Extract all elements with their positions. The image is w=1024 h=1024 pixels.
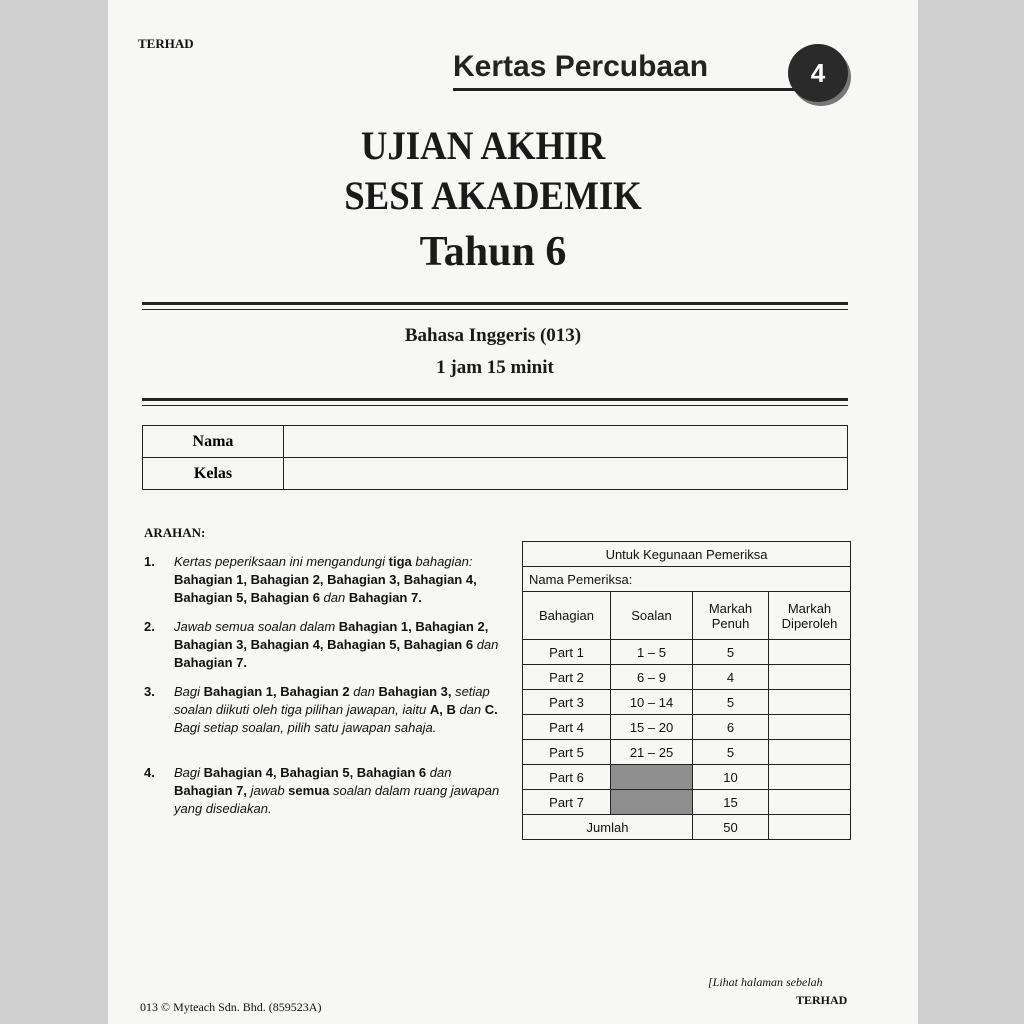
instruction-number: 2. bbox=[144, 619, 155, 634]
questions-cell bbox=[611, 765, 693, 790]
instruction-segment: Bahagian 7. bbox=[174, 655, 247, 670]
examiner-table bbox=[522, 541, 851, 840]
table-row bbox=[523, 665, 851, 690]
total-obtained-cell[interactable] bbox=[769, 815, 851, 840]
full-marks-cell: 4 bbox=[693, 665, 769, 690]
instruction-text bbox=[174, 683, 504, 737]
instruction-segment: jawab bbox=[246, 783, 289, 798]
part-cell: Part 6 bbox=[523, 765, 611, 790]
table-row bbox=[523, 765, 851, 790]
obtained-marks-cell[interactable] bbox=[769, 640, 851, 665]
part-cell: Part 7 bbox=[523, 790, 611, 815]
instruction-segment: Kertas peperiksaan ini mengandungi bbox=[174, 554, 389, 569]
instruction-segment: bahagian: bbox=[411, 554, 473, 569]
examiner-table-title: Untuk Kegunaan Pemeriksa bbox=[523, 542, 851, 567]
title-line-3: Tahun 6 bbox=[419, 229, 567, 275]
exam-cover-page bbox=[108, 0, 918, 1024]
full-marks-cell: 15 bbox=[693, 790, 769, 815]
student-info-table bbox=[142, 425, 848, 490]
instruction-segment: A, B bbox=[429, 702, 456, 717]
divider-bottom-thin bbox=[142, 405, 848, 406]
table-row bbox=[523, 790, 851, 815]
instruction-segment: semua bbox=[288, 783, 330, 798]
class-field[interactable] bbox=[284, 458, 848, 490]
full-marks-cell: 5 bbox=[693, 640, 769, 665]
instruction-segment: Bahagian 1, Bahagian 2, Bahagian 3, Bahagian 4, Bahagian 5, Bahagian 6 bbox=[174, 572, 477, 605]
table-row bbox=[523, 690, 851, 715]
instruction-item bbox=[144, 764, 504, 818]
column-header: Soalan bbox=[611, 592, 693, 640]
obtained-marks-cell[interactable] bbox=[769, 765, 851, 790]
table-row bbox=[523, 715, 851, 740]
divider-bottom bbox=[142, 398, 848, 401]
column-header: Markah Diperoleh bbox=[769, 592, 851, 640]
class-label: Kelas bbox=[143, 458, 284, 490]
student-field-row bbox=[143, 426, 848, 458]
full-marks-cell: 5 bbox=[693, 690, 769, 715]
table-row bbox=[523, 740, 851, 765]
full-marks-cell: 6 bbox=[693, 715, 769, 740]
examiner-name-label: Nama Pemeriksa: bbox=[523, 567, 851, 592]
obtained-marks-cell[interactable] bbox=[769, 790, 851, 815]
subject-name: Bahasa Inggeris (013) bbox=[404, 325, 582, 346]
divider-top bbox=[142, 302, 848, 305]
full-marks-cell: 5 bbox=[693, 740, 769, 765]
part-cell: Part 3 bbox=[523, 690, 611, 715]
instruction-segment: dan bbox=[455, 702, 485, 717]
instruction-segment: Bahagian 7, bbox=[174, 783, 247, 798]
instruction-number: 1. bbox=[144, 554, 155, 569]
instruction-segment: Bahagian 4, Bahagian 5, Bahagian 6 bbox=[203, 765, 427, 780]
instruction-segment: dan bbox=[349, 684, 379, 699]
paper-number-badge: 4 bbox=[788, 44, 848, 102]
column-header: Markah Penuh bbox=[693, 592, 769, 640]
instruction-segment: dan bbox=[426, 765, 452, 780]
name-label: Nama bbox=[143, 426, 284, 458]
questions-cell: 15 – 20 bbox=[611, 715, 693, 740]
questions-cell: 10 – 14 bbox=[611, 690, 693, 715]
instruction-segment: Bagi bbox=[174, 765, 204, 780]
instruction-segment: setiap soalan diikuti oleh tiga pilihan jawapan, iaitu bbox=[174, 684, 490, 717]
footer-next-page-note: [Lihat halaman sebelah bbox=[708, 975, 823, 989]
table-row bbox=[523, 640, 851, 665]
footer-publisher: 013 © Myteach Sdn. Bhd. (859523A) bbox=[140, 1000, 322, 1014]
part-cell: Part 1 bbox=[523, 640, 611, 665]
obtained-marks-cell[interactable] bbox=[769, 715, 851, 740]
instruction-segment: soalan dalam ruang jawapan yang disediakan. bbox=[174, 783, 500, 816]
name-field[interactable] bbox=[284, 426, 848, 458]
obtained-marks-cell[interactable] bbox=[769, 690, 851, 715]
instruction-segment: dan bbox=[319, 590, 349, 605]
paper-label: Kertas Percubaan bbox=[453, 50, 709, 83]
instruction-item bbox=[144, 553, 504, 607]
instruction-segment: Bahagian 1, Bahagian 2, Bahagian 3, Bahagian 4, Bahagian 5, Bahagian 6 bbox=[174, 619, 489, 652]
obtained-marks-cell[interactable] bbox=[769, 665, 851, 690]
divider-top-thin bbox=[142, 309, 848, 310]
instruction-number: 4. bbox=[144, 765, 155, 780]
instruction-number: 3. bbox=[144, 684, 155, 699]
student-field-row bbox=[143, 458, 848, 490]
obtained-marks-cell[interactable] bbox=[769, 740, 851, 765]
column-header: Bahagian bbox=[523, 592, 611, 640]
full-marks-cell: 10 bbox=[693, 765, 769, 790]
title-line-2: SESI AKADEMIK bbox=[344, 173, 642, 218]
instruction-segment: Bahagian 1, Bahagian 2 bbox=[203, 684, 350, 699]
instruction-text bbox=[174, 618, 504, 672]
instruction-segment: Bagi setiap soalan, pilih satu jawapan sahaja. bbox=[174, 720, 437, 735]
instruction-text bbox=[174, 764, 504, 818]
classification-label: TERHAD bbox=[138, 36, 194, 51]
background-right bbox=[918, 0, 1024, 1024]
instruction-item bbox=[144, 683, 504, 737]
paper-label-underline bbox=[453, 88, 803, 91]
part-cell: Part 5 bbox=[523, 740, 611, 765]
instruction-segment: C. bbox=[484, 702, 498, 717]
instructions-heading: ARAHAN: bbox=[144, 525, 206, 540]
instruction-text bbox=[174, 553, 504, 607]
instruction-segment: Bagi bbox=[174, 684, 204, 699]
title-line-1: UJIAN AKHIR bbox=[360, 123, 606, 168]
instruction-segment: Bahagian 7. bbox=[348, 590, 422, 605]
instruction-item bbox=[144, 618, 504, 672]
total-full-marks: 50 bbox=[693, 815, 769, 840]
instruction-segment: tiga bbox=[388, 554, 412, 569]
questions-cell: 21 – 25 bbox=[611, 740, 693, 765]
questions-cell: 1 – 5 bbox=[611, 640, 693, 665]
subject-duration: 1 jam 15 minit bbox=[436, 357, 554, 378]
instruction-segment: Bahagian 3, bbox=[378, 684, 452, 699]
questions-cell: 6 – 9 bbox=[611, 665, 693, 690]
part-cell: Part 2 bbox=[523, 665, 611, 690]
instruction-segment: Jawab semua soalan dalam bbox=[174, 619, 339, 634]
instruction-segment: dan bbox=[473, 637, 499, 652]
part-cell: Part 4 bbox=[523, 715, 611, 740]
questions-cell bbox=[611, 790, 693, 815]
background-left bbox=[0, 0, 108, 1024]
footer-classification: TERHAD bbox=[796, 993, 848, 1007]
total-label: Jumlah bbox=[523, 815, 693, 840]
